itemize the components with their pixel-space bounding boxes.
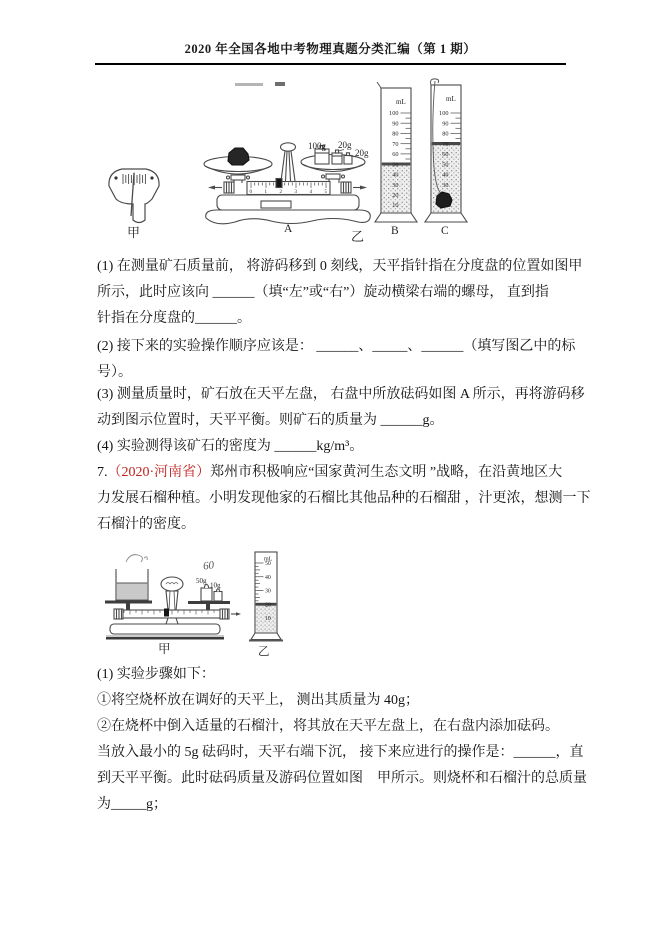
handwritten-annotation: 60 [202,559,215,573]
tick-label: 90 [442,120,449,128]
text-line: ①将空烧杯放在调好的天平上， 测出其质量为 40g； [97,693,419,708]
tick-label: 20 [392,192,399,199]
right-pan [188,601,230,604]
text-line: 动到图示位置时，天平平衡。则矿石的质量为 ______g。 [97,413,444,428]
beaker-liquid [117,583,147,599]
question-number: 7. [97,465,108,480]
text-line: 针指在分度盘的______。 [97,311,251,326]
figure2-label-jia: 甲 [158,642,171,656]
tick-label: 100 [439,110,449,118]
tick-label: 100 [389,110,399,118]
figure1-label-a: A [284,223,293,235]
paragraph-2 [97,334,597,386]
tick-label: 80 [392,130,399,138]
text-line: 当放入最小的 5g 砝码时，天平右端下沉， 接下来应进行的操作是：______，直 [97,745,584,760]
tick-label: 60 [392,151,399,159]
tick-label: 10 [392,202,399,210]
cylinder-yi-unit: mL [264,556,273,563]
text-line: (2) 接下来的实验操作顺序应该是： ______、_____、______（填写图乙中的标 [97,339,576,354]
paragraph-1 [97,254,597,332]
beam-number: 2 [279,190,282,195]
tick-label: 80 [442,130,449,138]
text-line: (4) 实验测得该矿石的密度为 ______kg/m³。 [97,439,364,454]
rider-weight [276,179,282,188]
text-line: 所示，此时应该向 ______（填“左”或“右”）旋动横梁右端的螺母， 直到指 [97,285,549,300]
text-line: (1) 在测量矿石质量前， 将游码移到 0 刻线，天平指针指在分度盘的位置如图甲 [97,259,583,274]
tick-label: 90 [392,120,399,128]
beam-number: 1 [264,190,267,195]
text-line: 为_____g； [97,797,167,812]
rider-weight-2 [164,609,169,617]
question-7 [97,460,597,538]
tick-label: 30 [392,181,399,189]
header-rule [95,63,566,65]
tick-label: 40 [265,574,271,581]
text-line: 号）。 [97,365,132,380]
tick-label: 70 [392,140,399,148]
beam-number: 0 [249,190,252,195]
page-header-title: 2020 年全国各地中考物理真题分类汇编（第 1 期） [184,42,477,56]
text-line: (3) 测量质量时，矿石放在天平左盘， 右盘中所放砝码如图 A 所示，再将游码移 [97,387,585,402]
weight-label: 50g [196,577,207,585]
tick-label: 20 [265,602,271,609]
tick-label: 10 [442,202,449,210]
text-line: ②在烧杯中倒入适量的石榴汁，将其放在天平左盘上，在右盘内添加砝码。 [97,719,559,734]
tick-label: 10 [265,616,271,622]
balance-scale-2 [105,555,241,640]
tick-label: 40 [392,171,399,179]
cylinder-c-unit: mL [446,95,456,103]
question-text: 郑州市积极响应“国家黄河生态文明 ”战略，在沿黄地区大 [210,465,563,480]
tick-label: 30 [265,588,271,595]
tick-label: 60 [442,151,449,159]
text-line: 力发展石榴种植。小明发现他家的石榴比其他品种的石榴甜 ，汁更浓，想测一下 [97,491,591,506]
figure2-label-yi: 乙 [258,646,270,658]
handwritten-scribble [126,555,147,562]
figure1-label-yi: 乙 [351,229,365,244]
weight-label: 20g [355,148,369,158]
text-line: 到天平平衡。此时砝码质量及游码位置如图 甲所示。则烧杯和石榴汁的总质量 [97,771,587,786]
text-line: (1) 实验步骤如下： [97,667,215,682]
paragraph-3 [97,382,597,434]
rock-specimen [228,148,249,165]
scan-artifact [235,82,285,86]
question-source: （2020·河南省） [107,465,211,480]
beam-ruler [247,179,330,196]
figure-beaker-balance-and-cylinder [100,548,340,662]
figure1-label-jia: 甲 [127,225,141,240]
figure1-label-b: B [391,225,399,237]
tick-label: 30 [442,181,449,189]
tick-label: 50 [392,161,399,169]
figure1-label-c: C [441,225,449,237]
tick-label: 40 [442,171,449,179]
question-7-steps [97,662,597,818]
weight-label: 100g [308,141,326,151]
tick-label: 50 [442,161,449,169]
balance-scale [204,143,370,224]
weight-label: 10g [210,581,221,590]
beam-number: 4 [309,190,312,195]
beam-number: 3 [294,190,297,195]
text-line: 石榴汁的密度。 [97,517,195,532]
weight-label: 20g [338,140,352,150]
tick-label: 70 [442,140,449,148]
pointer-dial [109,169,159,223]
paragraph-4 [97,434,597,460]
beam-number: 5 [324,190,327,195]
cylinder-b-unit: mL [396,98,406,106]
left-pan [105,601,152,604]
tick-label: 50 [265,561,271,567]
figure-balance-and-cylinders [95,75,495,247]
text-line [97,460,597,486]
tick-label: 20 [442,192,449,199]
